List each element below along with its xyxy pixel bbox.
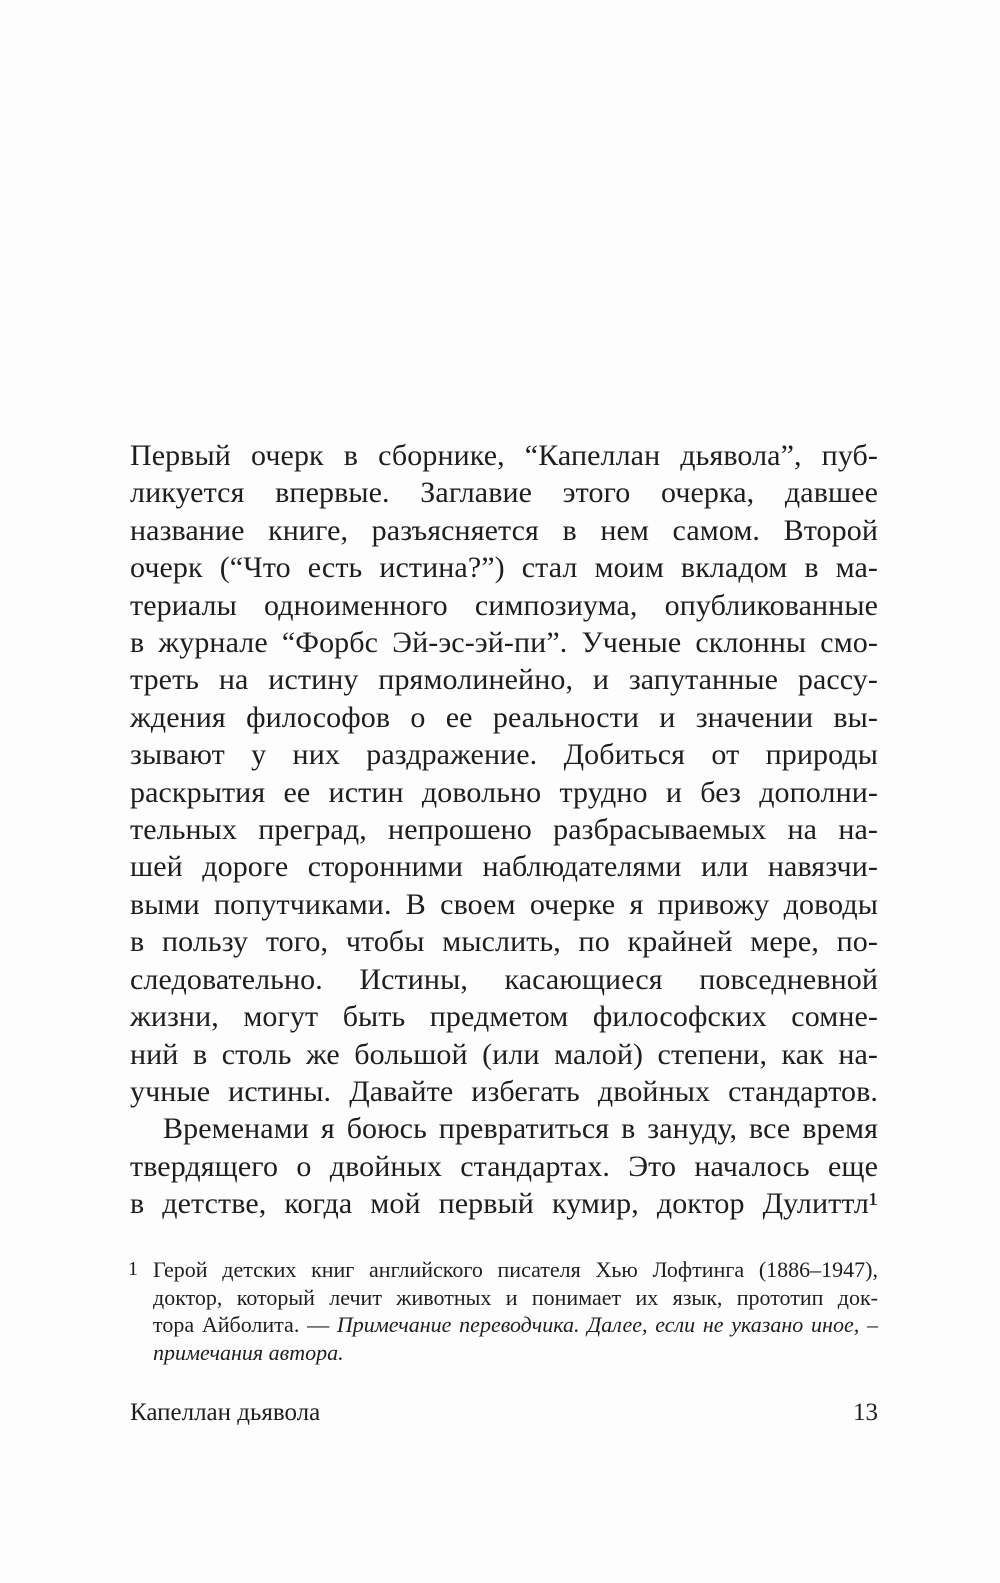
text-line: шей дороге сторонними наблюдателями или навязчи-	[130, 850, 878, 884]
text-line: в детстве, когда мой первый кумир, доктор Дулиттл¹	[130, 1187, 878, 1221]
text-line: Временами я боюсь превратиться в зануду, все время	[163, 1112, 878, 1146]
paragraph-2	[130, 1110, 878, 1222]
text-line: териалы одноименного симпозиума, опубликованные	[130, 588, 878, 622]
text-line: зывают у них раздражение. Добиться от природы	[130, 738, 878, 772]
text-line: следовательно. Истины, касающиеся повседневной	[130, 962, 878, 996]
page-number: 13	[853, 1399, 878, 1426]
text-line: твердящего о двойных стандартах. Это началось еще	[130, 1149, 878, 1183]
text-line: выми попутчиками. В своем очерке я привожу доводы	[130, 887, 878, 921]
running-title: Капеллан дьявола	[130, 1399, 321, 1426]
text-line: учные истины. Давайте избегать двойных стандартов.	[130, 1074, 878, 1108]
text-line: жизни, могут быть предметом философских сомне-	[130, 1000, 878, 1034]
footnote-line	[153, 1311, 878, 1339]
text-line: название книге, разъясняется в нем самом. Второй	[130, 513, 878, 547]
text-line: ний в столь же большой (или малой) степени, как на-	[130, 1037, 878, 1071]
text-line: раскрытия ее истин довольно трудно и без дополни-	[130, 775, 878, 809]
footnote-text-regular: тора Айболита. —	[153, 1312, 337, 1338]
footnote-body	[153, 1256, 878, 1366]
footnote-line: доктор, который лечит животных и понимает их язык, прототип док-	[153, 1284, 878, 1310]
main-text-block	[130, 437, 878, 1223]
text-line: Первый очерк в сборнике, “Капеллан дьявола”, пуб-	[130, 439, 878, 472]
footnote-text-italic: Примечание переводчика. Далее, если не указано иное, –	[336, 1312, 878, 1338]
text-line: очерк (“Что есть истина?”) стал моим вкладом в ма-	[130, 551, 878, 585]
page-footer	[130, 1398, 878, 1428]
text-line: ждения философов о ее реальности и значении вы-	[130, 700, 878, 734]
footnote	[128, 1256, 878, 1366]
footnote-line	[153, 1339, 878, 1367]
text-line: ликуется впервые. Заглавие этого очерка, давшее	[130, 476, 878, 510]
footnote-line: Герой детских книг английского писателя Хью Лофтинга (1886–1947),	[153, 1257, 878, 1282]
text-line: в пользу того, чтобы мыслить, по крайней мере, по-	[130, 925, 878, 959]
text-line: треть на истину прямолинейно, и запутанные рассу-	[130, 663, 878, 697]
footnote-text-italic: примечания автора.	[153, 1339, 344, 1365]
paragraph-1	[130, 437, 878, 1110]
footnote-marker: 1	[128, 1258, 138, 1280]
text-line: тельных преград, непрошено разбрасываемых на на-	[130, 813, 878, 847]
text-line: в журнале “Форбс Эй-эс-эй-пи”. Ученые склонны смо-	[130, 626, 878, 660]
